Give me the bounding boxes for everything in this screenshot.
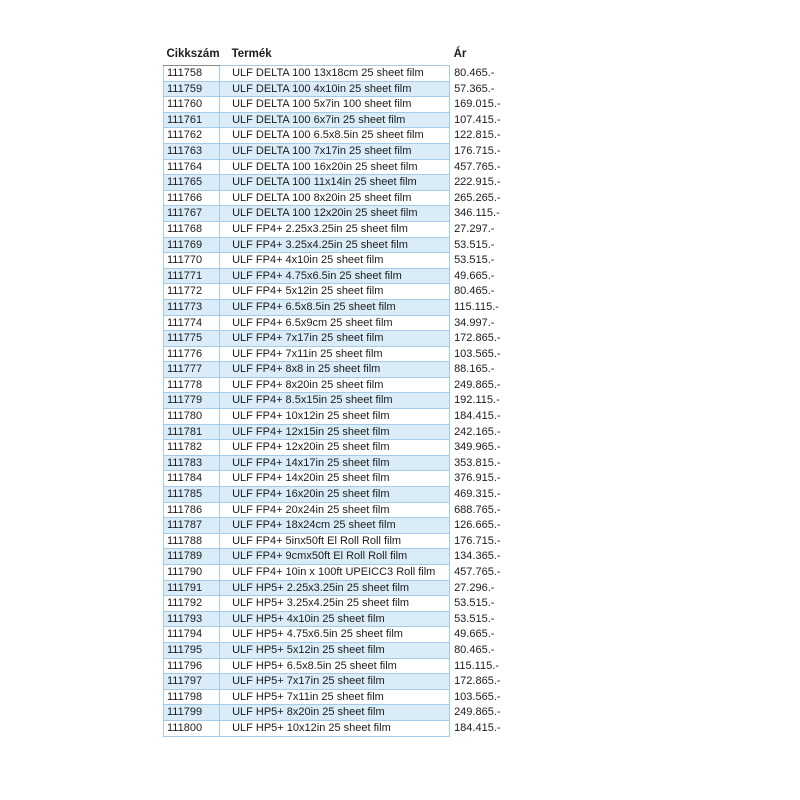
table-row [164,705,545,721]
price-cell: 265.265.- [450,190,545,206]
price-cell: 103.565.- [450,346,545,362]
price-cell: 57.365.- [450,81,545,97]
table-row [164,221,545,237]
sku-cell: 111777 [164,362,220,378]
product-cell: ULF FP4+ 2.25x3.25in 25 sheet film [220,221,450,237]
table-row [164,471,545,487]
product-cell: ULF DELTA 100 6.5x8.5in 25 sheet film [220,128,450,144]
sku-cell: 111767 [164,206,220,222]
sku-cell: 111797 [164,674,220,690]
sku-cell: 111761 [164,112,220,128]
product-cell: ULF DELTA 100 6x7in 25 sheet film [220,112,450,128]
price-cell: 80.465.- [450,284,545,300]
product-cell: ULF HP5+ 4x10in 25 sheet film [220,611,450,627]
product-cell: ULF HP5+ 4.75x6.5in 25 sheet film [220,627,450,643]
product-cell: ULF FP4+ 9cmx50ft El Roll Roll film [220,549,450,565]
sku-cell: 111798 [164,689,220,705]
table-row [164,377,545,393]
price-cell: 184.415.- [450,720,545,736]
price-cell: 34.997.- [450,315,545,331]
price-cell: 192.115.- [450,393,545,409]
price-table [163,47,545,737]
table-row [164,97,545,113]
table-row [164,455,545,471]
price-cell: 80.465.- [450,66,545,82]
product-cell: ULF FP4+ 10x12in 25 sheet film [220,409,450,425]
sku-cell: 111772 [164,284,220,300]
price-cell: 53.515.- [450,253,545,269]
product-cell: ULF DELTA 100 13x18cm 25 sheet film [220,66,450,82]
sku-cell: 111778 [164,377,220,393]
sku-cell: 111769 [164,237,220,253]
sku-cell: 111787 [164,518,220,534]
table-row [164,190,545,206]
price-cell: 457.765.- [450,159,545,175]
price-cell: 134.365.- [450,549,545,565]
price-cell: 222.915.- [450,175,545,191]
column-header-ar: Ár [453,48,467,61]
sku-cell: 111765 [164,175,220,191]
price-cell: 27.297.- [450,221,545,237]
price-cell: 53.515.- [450,237,545,253]
sku-cell: 111759 [164,81,220,97]
price-cell: 172.865.- [450,331,545,347]
column-header-cikkszam: Cikkszám [164,47,220,66]
product-cell: ULF FP4+ 3.25x4.25in 25 sheet film [220,237,450,253]
product-cell: ULF FP4+ 7x17in 25 sheet film [220,331,450,347]
column-header-termek: Termék [231,48,272,60]
price-cell: 172.865.- [450,674,545,690]
sku-cell: 111792 [164,596,220,612]
table-row [164,143,545,159]
price-cell: 115.115.- [450,658,545,674]
sku-cell: 111783 [164,455,220,471]
price-cell: 126.665.- [450,518,545,534]
price-cell: 169.015.- [450,97,545,113]
product-cell: ULF FP4+ 14x17in 25 sheet film [220,455,450,471]
table-row [164,720,545,736]
header-row [164,47,545,66]
table-row [164,362,545,378]
price-cell: 53.515.- [450,611,545,627]
product-cell: ULF FP4+ 20x24in 25 sheet film [220,502,450,518]
table-row [164,596,545,612]
price-cell: 107.415.- [450,112,545,128]
table-row [164,409,545,425]
sku-cell: 111780 [164,409,220,425]
sku-cell: 111796 [164,658,220,674]
table-row [164,611,545,627]
table-row [164,424,545,440]
table-row [164,518,545,534]
sku-cell: 111799 [164,705,220,721]
price-cell: 27.296.- [450,580,545,596]
table-row [164,315,545,331]
sku-cell: 111781 [164,424,220,440]
product-cell: ULF FP4+ 12x20in 25 sheet film [220,440,450,456]
table-row [164,112,545,128]
price-cell: 80.465.- [450,642,545,658]
sku-cell: 111800 [164,720,220,736]
product-cell: ULF FP4+ 5inx50ft El Roll Roll film [220,533,450,549]
table-row [164,393,545,409]
table-row [164,284,545,300]
sku-cell: 111779 [164,393,220,409]
table-row [164,206,545,222]
price-cell: 49.665.- [450,268,545,284]
table-row [164,128,545,144]
product-cell: ULF DELTA 100 12x20in 25 sheet film [220,206,450,222]
price-cell: 688.765.- [450,502,545,518]
price-cell: 53.515.- [450,596,545,612]
price-cell: 249.865.- [450,705,545,721]
price-cell: 49.665.- [450,627,545,643]
price-cell: 457.765.- [450,565,545,581]
price-cell: 346.115.- [450,206,545,222]
table-row [164,689,545,705]
product-cell: ULF HP5+ 7x17in 25 sheet film [220,674,450,690]
table-row [164,331,545,347]
price-cell: 184.415.- [450,409,545,425]
sku-cell: 111795 [164,642,220,658]
table-row [164,66,545,82]
sku-cell: 111774 [164,315,220,331]
product-cell: ULF FP4+ 4x10in 25 sheet film [220,253,450,269]
price-cell: 122.815.- [450,128,545,144]
price-cell: 353.815.- [450,455,545,471]
product-cell: ULF HP5+ 2.25x3.25in 25 sheet film [220,580,450,596]
product-cell: ULF HP5+ 5x12in 25 sheet film [220,642,450,658]
product-cell: ULF DELTA 100 4x10in 25 sheet film [220,81,450,97]
table-row [164,299,545,315]
table-row [164,502,545,518]
price-cell: 176.715.- [450,533,545,549]
product-cell: ULF HP5+ 8x20in 25 sheet film [220,705,450,721]
product-cell: ULF DELTA 100 11x14in 25 sheet film [220,175,450,191]
table-row [164,346,545,362]
table-row [164,674,545,690]
sku-cell: 111763 [164,143,220,159]
sku-cell: 111773 [164,299,220,315]
price-cell: 376.915.- [450,471,545,487]
table-row [164,627,545,643]
sku-cell: 111760 [164,97,220,113]
product-cell: ULF FP4+ 10in x 100ft UPEICC3 Roll film [220,565,450,581]
sku-cell: 111794 [164,627,220,643]
table-row [164,487,545,503]
table-row [164,549,545,565]
table-row [164,81,545,97]
table-row [164,658,545,674]
sku-cell: 111771 [164,268,220,284]
product-cell: ULF FP4+ 6.5x8.5in 25 sheet film [220,299,450,315]
price-cell: 115.115.- [450,299,545,315]
price-cell: 103.565.- [450,689,545,705]
table-row [164,175,545,191]
table-row [164,237,545,253]
product-cell: ULF DELTA 100 5x7in 100 sheet film [220,97,450,113]
sku-cell: 111785 [164,487,220,503]
price-cell: 242.165.- [450,424,545,440]
sku-cell: 111786 [164,502,220,518]
product-cell: ULF FP4+ 8.5x15in 25 sheet film [220,393,450,409]
table-row [164,565,545,581]
sku-cell: 111768 [164,221,220,237]
sku-cell: 111762 [164,128,220,144]
sku-cell: 111788 [164,533,220,549]
sku-cell: 111770 [164,253,220,269]
product-cell: ULF FP4+ 12x15in 25 sheet film [220,424,450,440]
product-cell: ULF HP5+ 10x12in 25 sheet film [220,720,450,736]
product-cell: ULF FP4+ 6.5x9cm 25 sheet film [220,315,450,331]
sku-cell: 111784 [164,471,220,487]
table-row [164,253,545,269]
product-cell: ULF FP4+ 8x20in 25 sheet film [220,377,450,393]
product-cell: ULF FP4+ 5x12in 25 sheet film [220,284,450,300]
product-cell: ULF FP4+ 14x20in 25 sheet film [220,471,450,487]
sku-cell: 111789 [164,549,220,565]
sku-cell: 111790 [164,565,220,581]
price-cell: 469.315.- [450,487,545,503]
price-cell: 249.865.- [450,377,545,393]
price-cell: 176.715.- [450,143,545,159]
table-row [164,268,545,284]
table-row [164,580,545,596]
product-cell: ULF FP4+ 8x8 in 25 sheet film [220,362,450,378]
sku-cell: 111793 [164,611,220,627]
table-row [164,159,545,175]
product-cell: ULF DELTA 100 7x17in 25 sheet film [220,143,450,159]
sku-cell: 111766 [164,190,220,206]
product-cell: ULF HP5+ 6.5x8.5in 25 sheet film [220,658,450,674]
product-cell: ULF FP4+ 16x20in 25 sheet film [220,487,450,503]
table-row [164,642,545,658]
product-cell: ULF FP4+ 4.75x6.5in 25 sheet film [220,268,450,284]
product-cell: ULF HP5+ 3.25x4.25in 25 sheet film [220,596,450,612]
sku-cell: 111775 [164,331,220,347]
product-cell: ULF FP4+ 7x11in 25 sheet film [220,346,450,362]
sku-cell: 111758 [164,66,220,82]
product-cell: ULF FP4+ 18x24cm 25 sheet film [220,518,450,534]
product-cell: ULF DELTA 100 16x20in 25 sheet film [220,159,450,175]
sku-cell: 111764 [164,159,220,175]
table-row [164,533,545,549]
sku-cell: 111776 [164,346,220,362]
price-cell: 88.165.- [450,362,545,378]
sku-cell: 111791 [164,580,220,596]
price-cell: 349.965.- [450,440,545,456]
product-cell: ULF DELTA 100 8x20in 25 sheet film [220,190,450,206]
table-row [164,440,545,456]
product-cell: ULF HP5+ 7x11in 25 sheet film [220,689,450,705]
table-body [164,66,545,737]
sku-cell: 111782 [164,440,220,456]
